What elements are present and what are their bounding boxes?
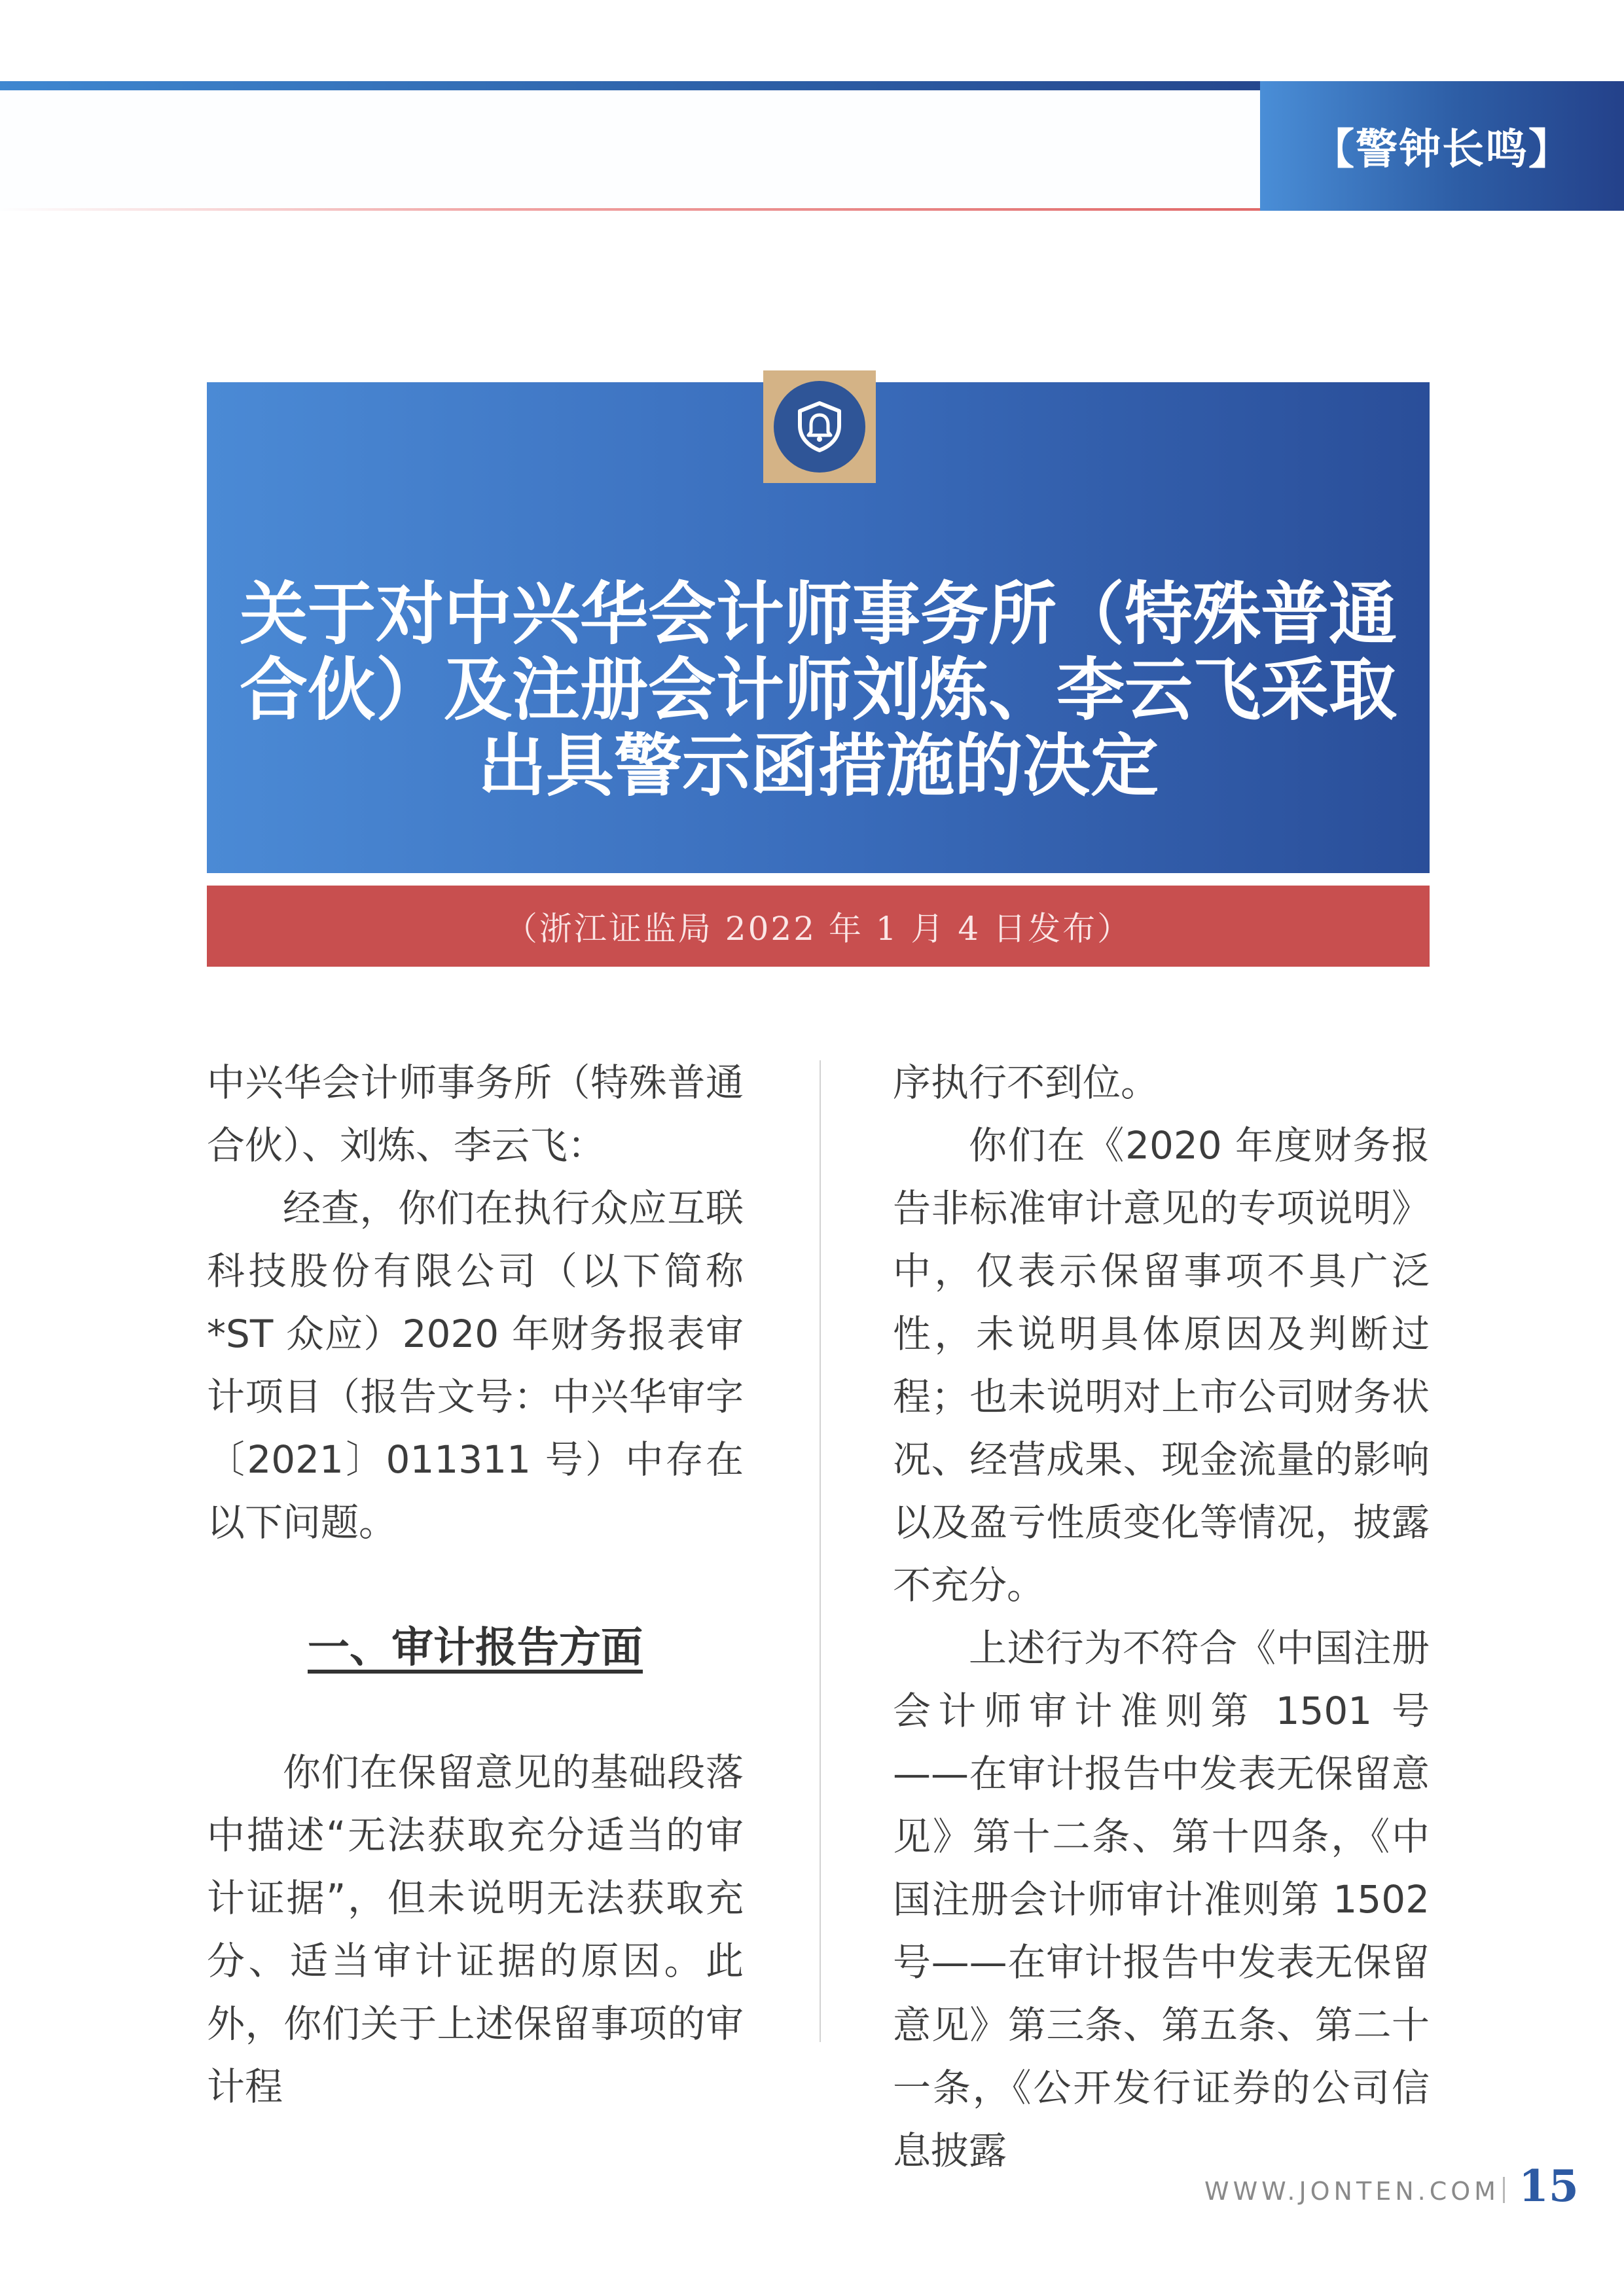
publish-bar: [207, 886, 1430, 967]
addressee-paragraph: 中兴华会计师事务所（特殊普通合伙）、刘炼、李云飞：: [207, 1060, 744, 1168]
publish-note: （浙江证监局 2022 年 1 月 4 日发布）: [504, 910, 1132, 948]
body-paragraph: 经查，你们在执行众应互联科技股份有限公司（以下简称*ST 众应）2020 年财务报表审计项目（报告文号：中兴华审字〔2021〕011311 号）中存在以下问题。: [207, 1186, 744, 1545]
body-paragraph: 序执行不到位。: [893, 1060, 1159, 1105]
body-paragraph: 你们在《2020 年度财务报告非标准审计意见的专项说明》中，仅表示保留事项不具广泛性，未说明具体原因及判断过程；也未说明对上市公司财务状况、经营成果、现金流量的影响以及盈亏性质变化等情况，披露不充分。: [893, 1123, 1430, 1607]
badge-circle: [774, 381, 865, 473]
section-tag-label: 【警钟长鸣】: [1312, 125, 1572, 174]
left-column-continued: [207, 1741, 744, 2118]
footer-website: WWW.JONTEN.COM: [1204, 2177, 1500, 2206]
body-paragraph: 上述行为不符合《中国注册会计师审计准则第 1501 号——在审计报告中发表无保留意见》第十二条、第十四条，《中国注册会计师审计准则第 1502 号——在审计报告中发表无保留意见》第三条、第五条、第二十一条，《公开发行证券的公司信息披露: [893, 1626, 1430, 2173]
left-column: [207, 1051, 744, 1554]
section-heading: 一、审计报告方面: [308, 1624, 643, 1672]
page-title: 关于对中兴华会计师事务所（特殊普通合伙）及注册会计师刘炼、李云飞采取出具警示函措施的决定: [239, 574, 1397, 806]
title-badge: [763, 370, 876, 483]
page-number: 15: [1519, 2161, 1579, 2212]
section-tag: [1260, 81, 1624, 211]
shield-bell-icon: [791, 398, 848, 456]
footer-separator: [1503, 2177, 1505, 2203]
header-red-rule: [0, 208, 1260, 211]
header-accent-line: [0, 81, 1263, 90]
header-band: [0, 90, 1260, 211]
body-paragraph: 你们在保留意见的基础段落中描述“无法获取充分适当的审计证据”，但未说明无法获取充分、适当审计证据的原因。此外，你们关于上述保留事项的审计程: [207, 1750, 744, 2109]
column-divider: [820, 1060, 821, 2042]
right-column: [893, 1051, 1430, 2182]
